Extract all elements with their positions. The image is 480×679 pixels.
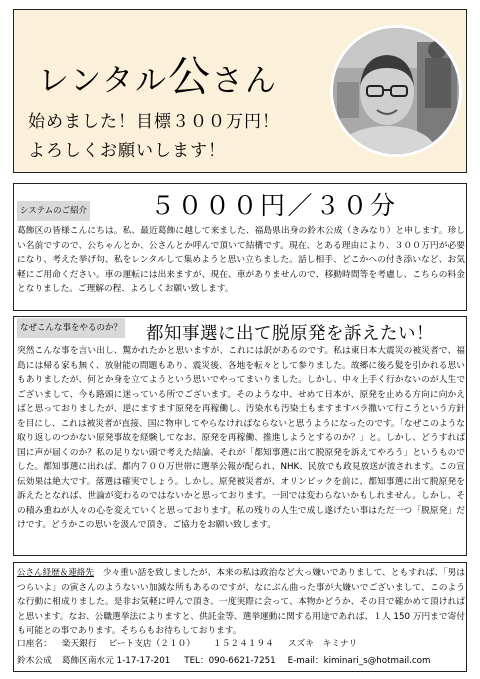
system-text: 葛飾区の皆様こんにちは。私、最近葛飾に越して来ました、福島県出身の鈴木公成（きみなり）と申します。珍しい名前ですので、公ちゃんとか、公さんとか呼んで頂いて結構です。現在、とある理由により、３００万円が必要になり、考えた挙げ句、私をレンタルして集めようと思い立ちました。話し相手、どこかへの付き添いなど、お気軽にご用命ください。車の運転には出来ますが、現在、車がありませんので、移動時間等を考慮し、こちらの料金となりました。ご理解の程、よろしくお願い致します。 (17, 226, 465, 294)
account-number: １５２４１９４ (213, 639, 274, 649)
greeting-line: よろしくお願いします！ (28, 141, 226, 161)
reason-headline: 都知事選に出て脱原発を訴えたい！ (146, 324, 434, 344)
flyer-title (38, 44, 278, 104)
contact-name: 鈴木公成 (17, 656, 52, 666)
contact-address: 葛飾区南水元 1-17-17-201 (61, 656, 171, 666)
price-heading: ５０００円／３０分 (150, 191, 398, 220)
system-tag: システムのご紹介 (17, 201, 90, 221)
profile-tag: 公さん経歴＆連絡先 (17, 568, 94, 578)
portrait-illustration (333, 28, 459, 154)
contact-row (17, 654, 430, 666)
contact-tel: TEL：090-6621-7251 (184, 656, 276, 666)
account-holder: スズキ キミナリ (287, 639, 358, 649)
profile-text (17, 566, 465, 639)
reason-tag: なぜこんな事をやるのか？ (17, 318, 125, 338)
contact-email: E-mail：kiminari_s@hotmail.com (287, 656, 431, 666)
profile-body: 少々重い話を致しましたが、本来の私は政治など大っ嫌いでありまして、ともすれば、「男はつらいよ」の寅さんのようないい加減な所もあるのですが、なにぶん曲った事が大嫌いでございまして、このような行動に相成りました。是非お気軽に呼んで頂き、一度実際に会って、本物かどうか、その目で確かめて頂ければと思います。なお、公職選挙法によりますと、供託金等、選挙運動に関する用途であれば、１人 150 万円まで寄付も可能との事であります。そちらもお待ちしております。 (17, 568, 465, 636)
reason-text: 突然こんな事を言い出し、驚かれたかと思いますが、これには訳があるのです。私は東日本大震災の被災者で、福島には帰る家も無く、放射能の問題もあり、震災後、各地を転々として参りました。故郷に後ろ髪を引かれる思いもありましたが、何とか身を立てようという思いでやってまいりました。しかし、中々上手く行かないのが人生でございまして、今も路頭に迷っている所でございます。そのような中、せめて日本が、原発を止める方向に向かえばと思っておりましたが、逆にますます原発を再稼働し、汚染水も汚染土もますますバラ撒いて行こうという方針を目にし、これは被災者が直接、国に物申してやらなければならないと思うようになったのです。「なぜこのような取り返しのつかない原発事故を経験してなお、原発を再稼働、推進しようとするのか？」と。しかし、どうすれば国に声が届くのか？私の足りない頭で考えた結論、それが「都知事選に出て脱原発を訴えてやろう」というものでした。都知事選に出れば、都内７００万世帯に選挙公報が配られ、NHK、民放でも政見放送が流されます。この宣伝効果は絶大です。落選は確実でしょう。しかし、原発被災者が、オリンピックを前に、都知事選に出て脱原発を訴えたとなれば、世論が変わるのではないかと思っております。一回では変わらないかもしれません。しかし、その積み重ねが人々の心を変えていくと思っております。私の残りの人生で成し遂げたい事はただ一つ「脱原発」だけです。どうかこの思いを汲んで頂き、ご協力をお願い致します。 (17, 346, 466, 530)
title-prefix: レンタル (38, 63, 168, 99)
title-suffix: さん (212, 63, 279, 99)
bank-account-row (17, 637, 357, 649)
goal-line: 始めました！目標３００万円！ (28, 112, 280, 132)
bank-branch: ビート支店（２１０） (108, 639, 196, 649)
title-big-char: 公 (168, 52, 213, 101)
bank-name: 楽天銀行 (61, 639, 97, 649)
portrait-photo-icon (330, 25, 462, 157)
account-label: 口座名： (17, 639, 52, 649)
header-panel (13, 9, 467, 173)
